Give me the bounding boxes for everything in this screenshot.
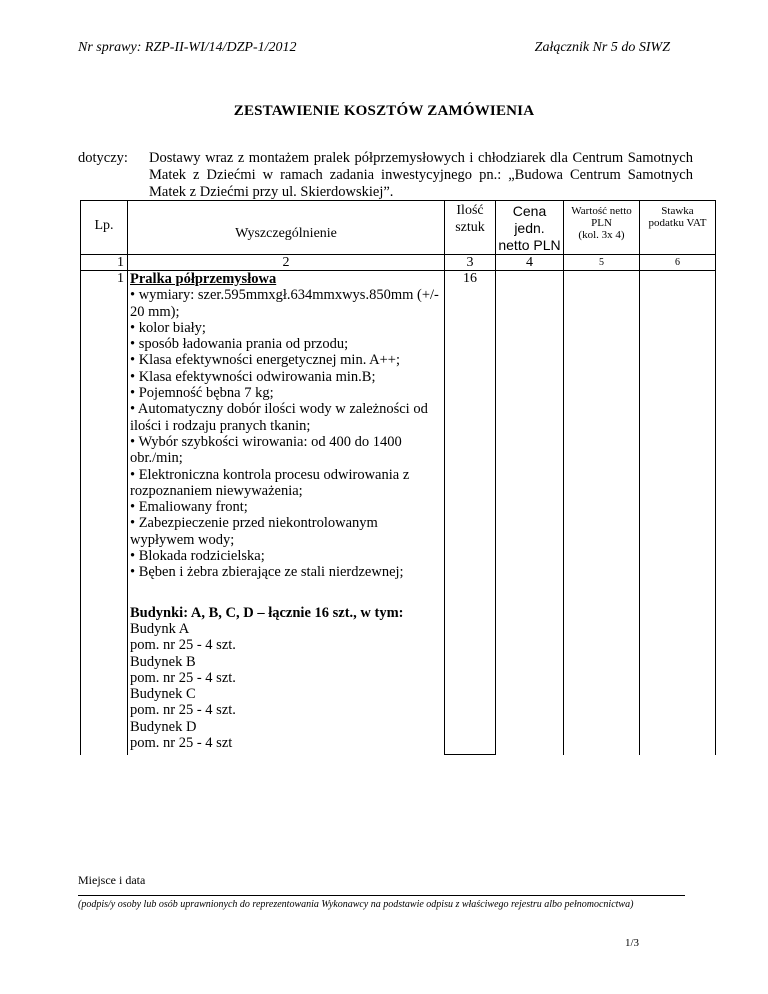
building-line: pom. nr 25 - 4 szt [130, 735, 233, 752]
building-line: Budynek B [130, 653, 196, 670]
spec-item: • Klasa efektywności odwirowania min.B; [130, 368, 376, 385]
attachment-label: Załącznik Nr 5 do SIWZ [534, 40, 670, 55]
row-quantity: 16 [445, 271, 496, 755]
document-title: ZESTAWIENIE KOSZTÓW ZAMÓWIENIA [233, 103, 535, 119]
spec-item: • Blokada rodzicielska; [130, 548, 265, 565]
signature-line [78, 895, 685, 896]
header-net-value-line2: PLN [591, 217, 612, 229]
header-net-value-line3: (kol. 3x 4) [578, 229, 625, 241]
header-quantity-line2: sztuk [455, 220, 485, 235]
header-quantity [445, 201, 496, 255]
building-line: Budynk A [130, 620, 190, 637]
row-net-value [564, 271, 640, 755]
concerns-text: Dostawy wraz z montażem pralek półprzemysłowych i chłodziarek dla Centrum Samotnych Matek z Dziećmi w ramach zadania inwestycyjnego pn.: „Budowa Centrum Samotnych Matek z Dziećmi przy ul. Skierdowskiej”. [149, 150, 693, 200]
header-description: Wyszczególnienie [128, 201, 445, 255]
header-quantity-line1: Ilość [456, 203, 484, 218]
cost-table [80, 200, 716, 755]
header-unit-price [496, 201, 564, 255]
col-number-2: 2 [128, 255, 445, 271]
building-line: Budynek C [130, 686, 196, 703]
spec-item: • sposób ładowania prania od przodu; [130, 336, 349, 353]
spec-item: • Bęben i żebra zbierające ze stali nierdzewnej; [130, 564, 404, 581]
page-number: 1/3 [625, 937, 640, 949]
signature-note: (podpis/y osoby lub osób uprawnionych do reprezentowania Wykonawcy na podstawie odpisu z właściwego rejestru albo pełnomocnictwa) [78, 899, 634, 910]
spec-item: • Pojemność bębna 7 kg; [130, 385, 274, 402]
col-number-3: 3 [445, 255, 496, 271]
col-number-5: 5 [564, 255, 640, 271]
header-vat-rate-line1: Stawka [661, 205, 694, 217]
header-net-value-line1: Wartość netto [571, 205, 632, 217]
spec-item: • Zabezpieczenie przed niekontrolowanym wypływem wody; [130, 515, 378, 548]
building-line: Budynek D [130, 718, 197, 735]
concerns-block [78, 150, 693, 201]
header-unit-price-line2: netto PLN [498, 237, 561, 253]
spec-item: • Elektroniczna kontrola procesu odwirowania z rozpoznaniem niewyważenia; [130, 466, 410, 499]
header-vat-rate-line2: podatku VAT [648, 217, 707, 229]
buildings-list [130, 621, 444, 751]
col-number-6: 6 [640, 255, 716, 271]
place-and-date-label: Miejsce i data [78, 873, 146, 887]
spec-item: • Automatyczny dobór ilości wody w zależności od ilości i rodzaju pranych tkanin; [130, 401, 428, 434]
item-title: Pralka półprzemysłowa [130, 271, 277, 287]
building-line: pom. nr 25 - 4 szt. [130, 669, 236, 686]
spec-list [130, 287, 444, 580]
row-vat-rate [640, 271, 716, 755]
buildings-title: Budynki: A, B, C, D – łącznie 16 szt., w tym: [130, 604, 404, 621]
header-lp: Lp. [81, 201, 128, 255]
spec-item: • wymiary: szer.595mmxgł.634mmxwys.850mm (+/- 20 mm); [130, 287, 439, 320]
spec-item: • Wybór szybkości wirowania: od 400 do 1400 obr./min; [130, 433, 402, 467]
building-line: pom. nr 25 - 4 szt. [130, 637, 236, 654]
row-lp: 1 [81, 271, 128, 755]
row-description [128, 271, 445, 755]
spec-item: • kolor biały; [130, 319, 206, 336]
spec-item: • Klasa efektywności energetycznej min. A++; [130, 352, 400, 369]
col-number-1: 1 [81, 255, 128, 271]
building-line: pom. nr 25 - 4 szt. [130, 702, 236, 719]
case-number: Nr sprawy: RZP-II-WI/14/DZP-1/2012 [78, 40, 297, 55]
header-unit-price-line1: Cena jedn. [512, 203, 547, 236]
spec-item: • Emaliowany front; [130, 499, 248, 516]
row-unit-price [496, 271, 564, 755]
concerns-label: dotyczy: [78, 150, 128, 166]
column-number-row [81, 255, 716, 271]
table-header-row [81, 201, 716, 255]
header-vat-rate [640, 201, 716, 255]
col-number-4: 4 [496, 255, 564, 271]
table-row [81, 271, 716, 755]
header-net-value [564, 201, 640, 255]
